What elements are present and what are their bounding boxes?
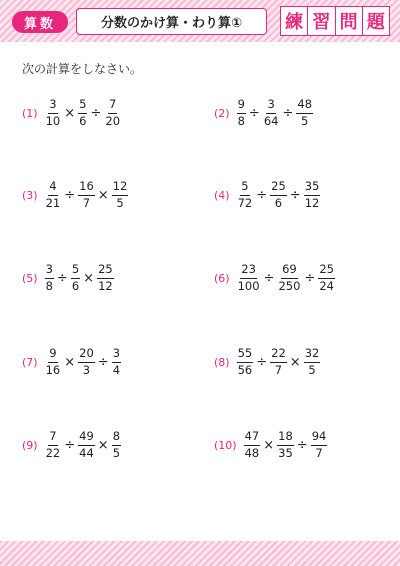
practice-label-box bbox=[280, 6, 390, 36]
numerator: 22 bbox=[270, 348, 287, 363]
problem-number: (1) bbox=[22, 106, 38, 120]
denominator: 3 bbox=[82, 362, 91, 377]
fraction bbox=[237, 99, 246, 127]
numerator: 5 bbox=[71, 264, 80, 279]
numerator: 12 bbox=[112, 181, 129, 196]
denominator: 100 bbox=[237, 278, 260, 293]
denominator: 5 bbox=[112, 445, 121, 460]
denominator: 7 bbox=[274, 362, 283, 377]
fraction bbox=[304, 181, 321, 209]
instruction-text: 次の計算をしなさい。 bbox=[22, 62, 143, 76]
denominator: 48 bbox=[244, 445, 260, 460]
divide-operator: ÷ bbox=[256, 187, 268, 203]
divide-operator: ÷ bbox=[256, 354, 268, 370]
practice-char-4: 題 bbox=[366, 12, 385, 33]
problem-number: (7) bbox=[22, 355, 38, 369]
fraction bbox=[112, 348, 121, 376]
fraction bbox=[277, 264, 301, 292]
numerator: 25 bbox=[270, 181, 287, 196]
numerator: 20 bbox=[78, 348, 95, 363]
numerator: 47 bbox=[244, 431, 261, 446]
problem-7 bbox=[22, 342, 121, 382]
denominator: 44 bbox=[79, 445, 94, 460]
fraction bbox=[78, 99, 87, 127]
divide-operator: ÷ bbox=[97, 354, 109, 370]
denominator: 5 bbox=[301, 113, 309, 128]
numerator: 7 bbox=[108, 99, 117, 114]
practice-char-3: 問 bbox=[336, 7, 363, 35]
multiply-operator: × bbox=[263, 437, 275, 453]
problem-4 bbox=[214, 175, 320, 215]
denominator: 7 bbox=[315, 445, 323, 460]
numerator: 25 bbox=[97, 264, 114, 279]
denominator: 72 bbox=[237, 195, 253, 210]
numerator: 5 bbox=[78, 99, 87, 114]
numerator: 18 bbox=[277, 431, 294, 446]
denominator: 35 bbox=[278, 445, 293, 460]
numerator: 9 bbox=[48, 348, 57, 363]
multiply-operator: × bbox=[83, 270, 95, 286]
denominator: 16 bbox=[45, 362, 61, 377]
numerator: 3 bbox=[45, 264, 54, 279]
problem-number: (8) bbox=[214, 355, 230, 369]
practice-char-1: 練 bbox=[281, 7, 308, 35]
divide-operator: ÷ bbox=[296, 437, 308, 453]
numerator: 23 bbox=[240, 264, 257, 279]
fraction bbox=[237, 348, 254, 376]
problem-number: (5) bbox=[22, 271, 38, 285]
fraction bbox=[296, 99, 313, 127]
divide-operator: ÷ bbox=[248, 105, 260, 121]
fraction bbox=[270, 181, 287, 209]
multiply-operator: × bbox=[64, 354, 76, 370]
denominator: 10 bbox=[45, 113, 61, 128]
denominator: 6 bbox=[79, 113, 87, 128]
fraction bbox=[318, 264, 335, 292]
fraction bbox=[304, 348, 321, 376]
divide-operator: ÷ bbox=[289, 187, 301, 203]
fraction bbox=[237, 181, 254, 209]
denominator: 6 bbox=[274, 195, 283, 210]
denominator: 6 bbox=[71, 278, 80, 293]
multiply-operator: × bbox=[97, 437, 109, 453]
numerator: 4 bbox=[48, 181, 57, 196]
fraction bbox=[45, 181, 62, 209]
numerator: 35 bbox=[304, 181, 321, 196]
fraction bbox=[78, 181, 95, 209]
fraction bbox=[45, 348, 62, 376]
denominator: 8 bbox=[45, 278, 53, 293]
denominator: 22 bbox=[45, 445, 61, 460]
fraction bbox=[97, 264, 114, 292]
fraction bbox=[78, 348, 95, 376]
denominator: 7 bbox=[82, 195, 91, 210]
divide-operator: ÷ bbox=[282, 105, 294, 121]
denominator: 20 bbox=[105, 113, 121, 128]
fraction bbox=[45, 99, 62, 127]
denominator: 24 bbox=[319, 278, 334, 293]
numerator: 69 bbox=[281, 264, 298, 279]
fraction bbox=[45, 264, 54, 292]
fraction bbox=[237, 264, 261, 292]
subject-badge: 算数 bbox=[12, 11, 68, 33]
denominator: 4 bbox=[112, 362, 121, 377]
worksheet-title: 分数のかけ算・わり算① bbox=[76, 8, 267, 35]
numerator: 55 bbox=[237, 348, 254, 363]
problem-number: (4) bbox=[214, 188, 230, 202]
problem-1 bbox=[22, 93, 121, 133]
denominator: 8 bbox=[237, 113, 245, 128]
problem-number: (9) bbox=[22, 438, 38, 452]
divide-operator: ÷ bbox=[90, 105, 102, 121]
denominator: 12 bbox=[98, 278, 113, 293]
fraction bbox=[277, 431, 294, 459]
problem-6 bbox=[214, 258, 335, 298]
multiply-operator: × bbox=[289, 354, 301, 370]
practice-char-2: 習 bbox=[308, 7, 335, 35]
fraction bbox=[78, 431, 95, 459]
denominator: 56 bbox=[237, 362, 253, 377]
numerator: 32 bbox=[304, 348, 321, 363]
numerator: 48 bbox=[296, 99, 313, 114]
fraction bbox=[244, 431, 261, 459]
divide-operator: ÷ bbox=[304, 270, 316, 286]
divide-operator: ÷ bbox=[64, 437, 76, 453]
numerator: 16 bbox=[78, 181, 95, 196]
denominator: 5 bbox=[116, 195, 124, 210]
numerator: 9 bbox=[237, 99, 246, 114]
divide-operator: ÷ bbox=[263, 270, 275, 286]
fraction bbox=[71, 264, 80, 292]
numerator: 3 bbox=[48, 99, 57, 114]
numerator: 5 bbox=[240, 181, 249, 196]
fraction bbox=[270, 348, 287, 376]
problem-number: (6) bbox=[214, 271, 230, 285]
numerator: 3 bbox=[112, 348, 121, 363]
problem-5 bbox=[22, 258, 114, 298]
problem-9 bbox=[22, 425, 121, 465]
problem-2 bbox=[214, 93, 313, 133]
divide-operator: ÷ bbox=[64, 187, 76, 203]
problem-10 bbox=[214, 425, 327, 465]
fraction bbox=[112, 181, 129, 209]
denominator: 64 bbox=[263, 113, 279, 128]
problem-number: (10) bbox=[214, 438, 237, 452]
denominator: 12 bbox=[304, 195, 320, 210]
denominator: 5 bbox=[308, 362, 316, 377]
problem-number: (2) bbox=[214, 106, 230, 120]
fraction bbox=[45, 431, 62, 459]
denominator: 250 bbox=[278, 278, 301, 293]
denominator: 21 bbox=[45, 195, 61, 210]
footer-stripe bbox=[0, 541, 400, 566]
multiply-operator: × bbox=[64, 105, 76, 121]
numerator: 49 bbox=[78, 431, 95, 446]
fraction bbox=[311, 431, 328, 459]
fraction bbox=[112, 431, 121, 459]
divide-operator: ÷ bbox=[56, 270, 68, 286]
fraction bbox=[104, 99, 121, 127]
numerator: 7 bbox=[48, 431, 57, 446]
multiply-operator: × bbox=[97, 187, 109, 203]
numerator: 25 bbox=[318, 264, 335, 279]
problem-3 bbox=[22, 175, 128, 215]
numerator: 94 bbox=[311, 431, 328, 446]
problem-8 bbox=[214, 342, 320, 382]
numerator: 3 bbox=[266, 99, 275, 114]
numerator: 8 bbox=[112, 431, 121, 446]
problem-number: (3) bbox=[22, 188, 38, 202]
fraction bbox=[263, 99, 280, 127]
